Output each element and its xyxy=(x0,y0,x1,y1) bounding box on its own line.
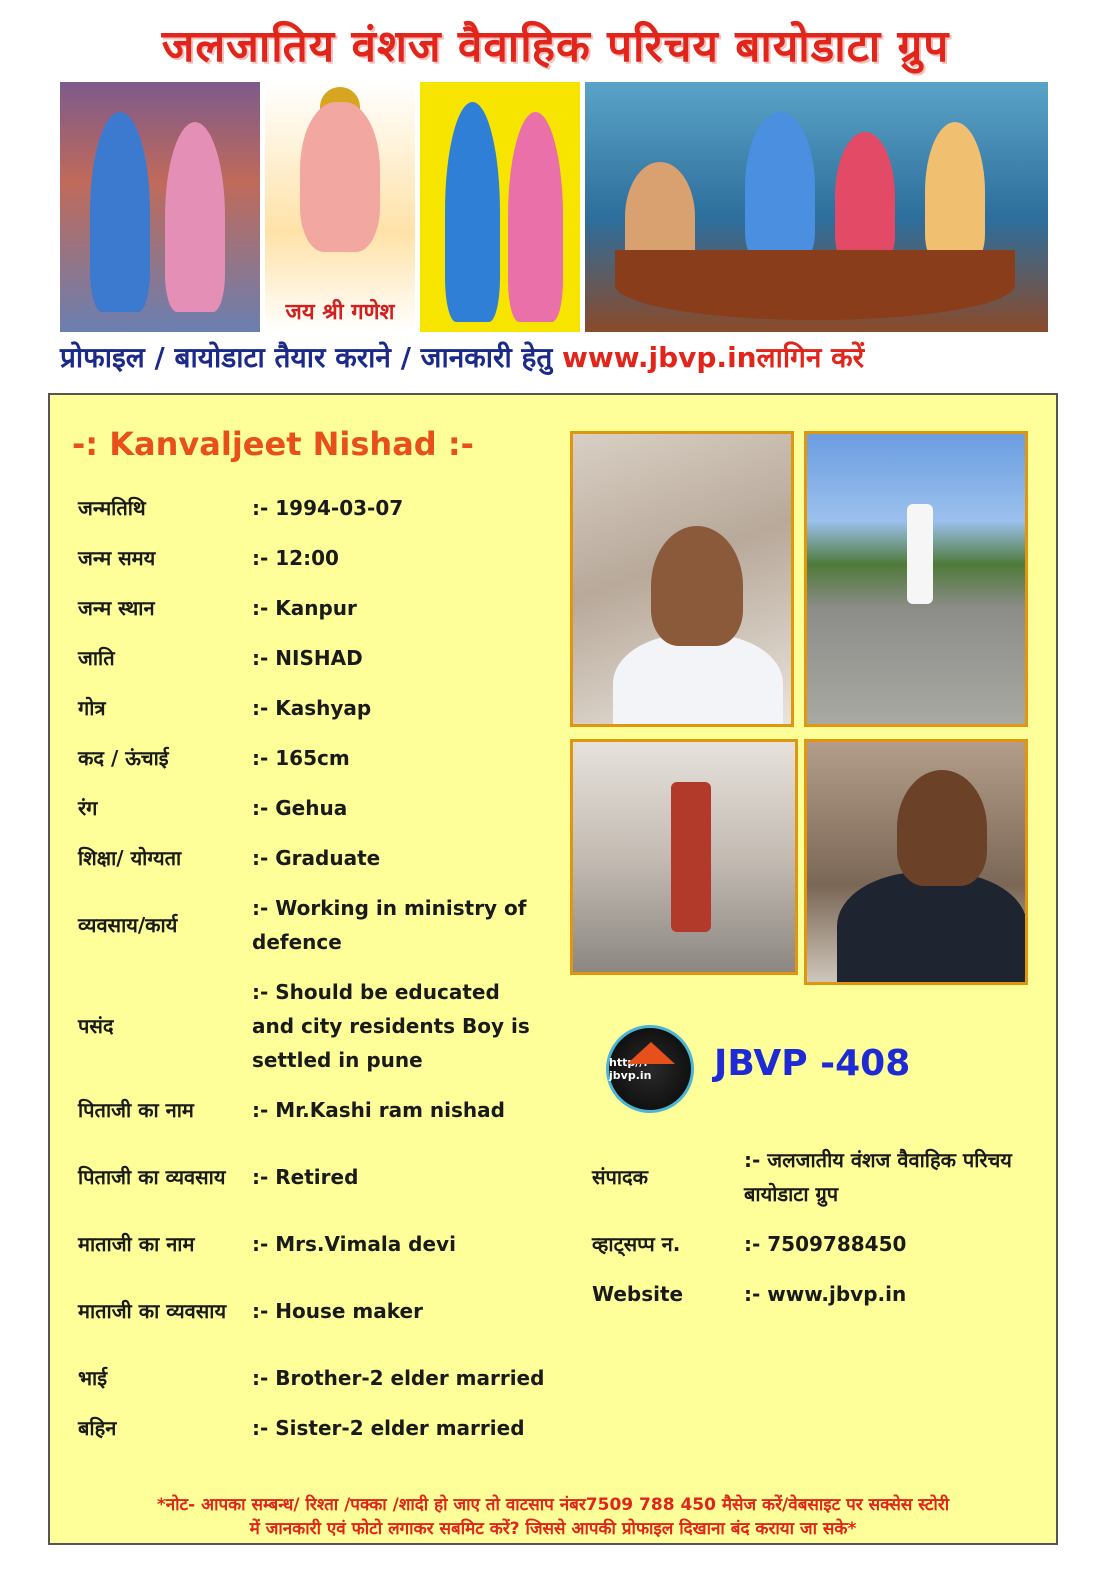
table-row xyxy=(592,1135,1022,1219)
person-suit xyxy=(837,872,1027,985)
footer-note xyxy=(50,1493,1056,1541)
table-row xyxy=(78,967,548,1085)
website-value[interactable]: :- www.jbvp.in xyxy=(744,1282,907,1306)
detail-value: :- House maker xyxy=(252,1299,423,1323)
website-link[interactable]: www.jbvp.in xyxy=(562,341,757,374)
detail-value: :- Should be educated and city residents Boy is settled in pune xyxy=(252,980,530,1072)
photo-outdoor-road xyxy=(804,431,1028,727)
table-row xyxy=(78,1219,548,1269)
table-row xyxy=(78,683,548,733)
table-row xyxy=(78,483,548,533)
table-row xyxy=(592,1219,1022,1269)
footer-note-line-1: *नोट- आपका सम्बन्ध/ रिश्ता /पक्का /शादी हो जाए तो वाटसाप नंबर7509 788 450 मैसेज करें/वेबसाइट पर सक्सेस स्टोरी xyxy=(156,1495,950,1515)
detail-value: :- Mrs.Vimala devi xyxy=(252,1232,456,1256)
table-row xyxy=(78,733,548,783)
ram-figure-2 xyxy=(445,102,500,322)
details-table xyxy=(78,483,548,1453)
table-row xyxy=(78,783,548,833)
detail-value: :- Working in ministry of defence xyxy=(252,896,527,954)
editor-value: :- जलजातीय वंशज वैवाहिक परिचय बायोडाटा ग्रुप xyxy=(744,1148,1012,1206)
detail-label: पिताजी का नाम xyxy=(78,1098,194,1122)
detail-label: गोत्र xyxy=(78,696,106,720)
lakshman-figure xyxy=(925,122,985,262)
detail-value: :- Mr.Kashi ram nishad xyxy=(252,1098,505,1122)
sita-figure-2 xyxy=(508,112,563,322)
whatsapp-label: व्हाट्सप्प न. xyxy=(592,1232,681,1256)
detail-value: :- Kashyap xyxy=(252,696,372,720)
logo-url-text: http//: jbvp.in xyxy=(609,1056,652,1082)
detail-label: रंग xyxy=(78,796,98,820)
candidate-name: -: Kanvaljeet Nishad :- xyxy=(72,425,474,463)
house-icon xyxy=(627,1042,675,1064)
ram-figure xyxy=(90,112,150,312)
detail-value: :- 165cm xyxy=(252,746,350,770)
table-row xyxy=(592,1269,1022,1319)
website-label: Website xyxy=(592,1282,684,1306)
table-row xyxy=(78,633,548,683)
detail-value: :- Brother-2 elder married xyxy=(252,1366,545,1390)
table-row xyxy=(78,1085,548,1135)
detail-label: पसंद xyxy=(78,1014,114,1038)
login-text: लागिन करें xyxy=(756,341,865,374)
kevat-boat-image xyxy=(585,82,1048,332)
detail-label: पिताजी का व्यवसाय xyxy=(78,1165,226,1189)
table-row xyxy=(78,833,548,883)
editor-table xyxy=(592,1135,1022,1319)
detail-label: बहिन xyxy=(78,1416,117,1440)
login-banner-text: प्रोफाइल / बायोडाटा तैयार कराने / जानकारी हेतु xyxy=(60,341,553,374)
person-face xyxy=(651,526,743,646)
detail-value: :- 1994-03-07 xyxy=(252,496,404,520)
ram-figure-3 xyxy=(745,112,815,262)
table-row xyxy=(78,1403,548,1453)
sita-figure xyxy=(165,122,225,312)
detail-label: व्यवसाय/कार्य xyxy=(78,913,178,937)
detail-label: भाई xyxy=(78,1366,108,1390)
person-standing xyxy=(907,504,933,604)
detail-label: माताजी का नाम xyxy=(78,1232,195,1256)
table-row xyxy=(78,583,548,633)
detail-label: जाति xyxy=(78,646,115,670)
person-shirt xyxy=(613,634,783,727)
detail-label: जन्मतिथि xyxy=(78,496,146,520)
photo-selfie-mall xyxy=(570,431,794,727)
detail-value: :- Sister-2 elder married xyxy=(252,1416,525,1440)
ganesh-image xyxy=(265,82,415,332)
ganesh-figure xyxy=(300,102,380,252)
devotional-banner xyxy=(60,82,1048,332)
detail-value: :- Kanpur xyxy=(252,596,357,620)
detail-value: :- NISHAD xyxy=(252,646,363,670)
biodata-card xyxy=(48,393,1058,1545)
ram-sita-yellow-image xyxy=(420,82,580,332)
detail-label: कद / ऊंचाई xyxy=(78,746,169,770)
footer-note-line-2: में जानकारी एवं फोटो लगाकर सबमिट करें? जिससे आपकी प्रोफाइल दिखाना बंद कराया जा सके* xyxy=(249,1519,857,1539)
detail-value: :- Retired xyxy=(252,1165,359,1189)
detail-label: जन्म समय xyxy=(78,546,156,570)
table-row xyxy=(78,883,548,967)
detail-label: माताजी का व्यवसाय xyxy=(78,1299,227,1323)
detail-value: :- Graduate xyxy=(252,846,381,870)
table-row xyxy=(78,1353,548,1403)
detail-label: शिक्षा/ योग्यता xyxy=(78,846,182,870)
photo-mall-railing xyxy=(570,739,798,975)
ram-sita-image xyxy=(60,82,260,332)
detail-label: जन्म स्थान xyxy=(78,596,155,620)
photo-gallery xyxy=(570,431,1036,991)
boat xyxy=(615,250,1015,320)
jai-shri-ganesh-caption: जय श्री गणेश xyxy=(285,300,395,325)
table-row xyxy=(78,533,548,583)
person-standing xyxy=(671,782,711,932)
profile-id: JBVP -408 xyxy=(714,1043,911,1084)
login-banner xyxy=(60,338,1050,376)
person-face xyxy=(897,770,987,886)
jbvp-logo xyxy=(606,1025,694,1113)
page-title: जलजातिय वंशज वैवाहिक परिचय बायोडाटा ग्रुप xyxy=(161,21,950,72)
detail-value: :- 12:00 xyxy=(252,546,339,570)
whatsapp-number[interactable]: :- 7509788450 xyxy=(744,1232,907,1256)
photo-suit-selfie xyxy=(804,739,1028,985)
sita-figure-3 xyxy=(835,132,895,262)
detail-value: :- Gehua xyxy=(252,796,348,820)
table-row xyxy=(78,1135,548,1219)
table-row xyxy=(78,1269,548,1353)
editor-label: संपादक xyxy=(592,1165,649,1189)
